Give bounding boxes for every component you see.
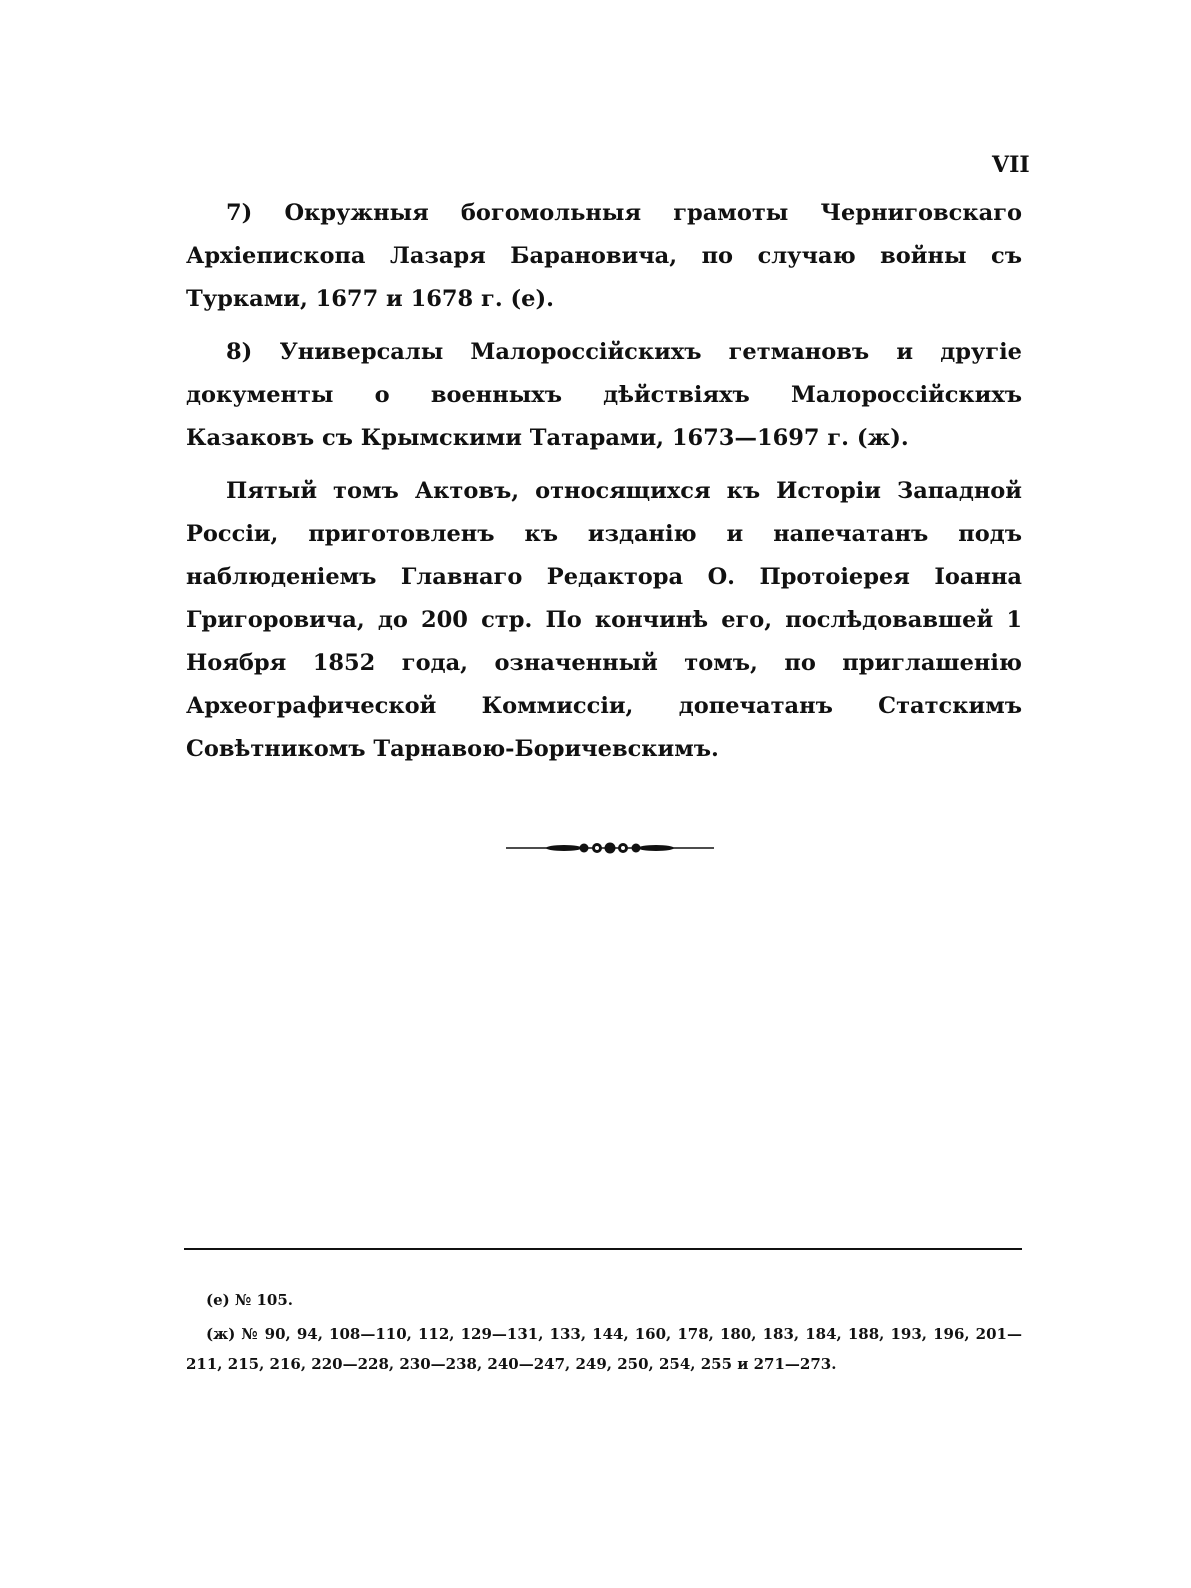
footnote-zh: (ж) № 90, 94, 108—110, 112, 129—131, 133, 144, 160, 178, 180, 183, 184, 188, 193, 196, 201—211, 215, 216, 220—228, 230—238, 240—247, 249, 250, 254, 255 и 271—273. (186, 1325, 1022, 1373)
footnote-e: (е) № 105. (206, 1291, 294, 1309)
footnote-divider (184, 1248, 1022, 1250)
paragraph-item-7: 7) Окружныя богомольныя грамоты Черниговскаго Архіепископа Лазаря Барановича, по случаю войны съ Турками, 1677 и 1678 г. (е). (186, 200, 1022, 312)
footnotes (186, 1285, 1022, 1383)
paragraph-volume-five: Пятый томъ Актовъ, относящихся къ Исторіи Западной Россіи, приготовленъ къ изданію и напечатанъ подъ наблюденіемъ Главнаго Редактора О. Протоіерея Іоанна Григоровича, до 200 стр. По кончинѣ его, послѣдовавшей 1 Ноября 1852 года, означенный томъ, по приглашенію Археографической Коммиссіи, допечатанъ Статскимъ Совѣтникомъ Тарнавою-Боричевскимъ. (186, 478, 1022, 762)
paragraph-item-8: 8) Универсалы Малороссійскихъ гетмановъ и другіе документы о военныхъ дѣйствіяхъ Малороссійскихъ Казаковъ съ Крымскими Татарами, 1673—1697 г. (ж). (186, 339, 1022, 451)
main-text (186, 192, 1022, 781)
page-number: VII (992, 152, 1030, 178)
decorative-divider-ornament (506, 838, 714, 858)
